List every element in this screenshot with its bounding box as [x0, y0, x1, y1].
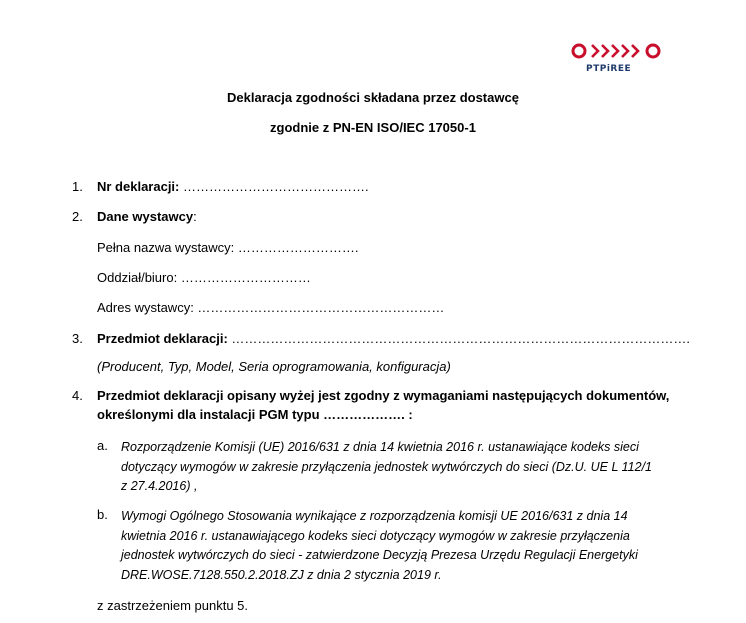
document-a-line: z 27.4.2016) ,: [121, 479, 198, 493]
conformity-statement-line-2: określonymi dla instalacji PGM typu ………………. :: [97, 407, 413, 422]
document-b-line: Wymogi Ogólnego Stosowania wynikające z rozporządzenia komisji UE 2016/631 z dnia 14: [121, 509, 628, 523]
subject-value: …………………………………………………………………………………………….: [227, 331, 691, 346]
issuer-heading-colon: :: [193, 209, 197, 224]
issuer-branch: Oddział/biuro: …………………………: [97, 270, 311, 285]
document-a-line: Rozporządzenie Komisji (UE) 2016/631 z dnia 14 kwietnia 2016 r. ustanawiające kodeks sieci: [121, 440, 639, 454]
document-b-line: kwietnia 2016 r. ustanawiającego kodeks sieci dotyczący wymogów w zakresie przyłączenia: [121, 528, 630, 543]
subject-row: [97, 331, 690, 346]
issuer-heading-row: [97, 209, 197, 224]
document-title: Deklaracja zgodności składana przez dostawcę: [227, 90, 519, 105]
issuer-full-name: Pełna nazwa wystawcy: ……………………….: [97, 240, 359, 255]
declaration-number-row: [97, 179, 369, 194]
list-letter: a.: [97, 438, 108, 453]
subject-label: Przedmiot deklaracji:: [97, 331, 228, 346]
issuer-address: Adres wystawcy: …………………………………………………: [97, 300, 445, 315]
declaration-number-value: …………………………………….: [179, 179, 369, 194]
item-number: 4.: [72, 388, 83, 403]
conformity-statement-line-1: Przedmiot deklaracji opisany wyżej jest zgodny z wymaganiami następujących dokumentów,: [97, 388, 670, 403]
logo-wordmark: PTPiREE: [586, 64, 632, 74]
subject-note: (Producent, Typ, Model, Seria oprogramowania, konfiguracja): [97, 359, 451, 374]
document-subtitle: zgodnie z PN-EN ISO/IEC 17050-1: [270, 120, 476, 135]
reservation-note: z zastrzeżeniem punktu 5.: [97, 598, 249, 613]
document-b: [121, 507, 681, 585]
list-letter: b.: [97, 507, 108, 522]
declaration-number-label: Nr deklaracji:: [97, 179, 180, 194]
document-b-line: jednostek wytwórczych do sieci - zatwierdzone Decyzją Prezesa Urzędu Regulacji Energetyki: [121, 548, 638, 562]
item-number: 2.: [72, 209, 83, 224]
item-number: 3.: [72, 331, 83, 346]
document-a-line: dotyczący wymogów w zakresie przyłączenia jednostek wytwórczych do sieci (Dz.U. UE L 112/1: [121, 459, 652, 474]
document-a: [121, 438, 681, 497]
issuer-heading-label: Dane wystawcy: [97, 209, 194, 224]
document-b-line: DRE.WOSE.7128.550.2.2018.ZJ z dnia 2 stycznia 2019 r.: [121, 567, 442, 582]
item-number: 1.: [72, 179, 83, 194]
logo-chevrons-icon: [570, 42, 670, 64]
ptpiree-logo: [570, 42, 670, 78]
